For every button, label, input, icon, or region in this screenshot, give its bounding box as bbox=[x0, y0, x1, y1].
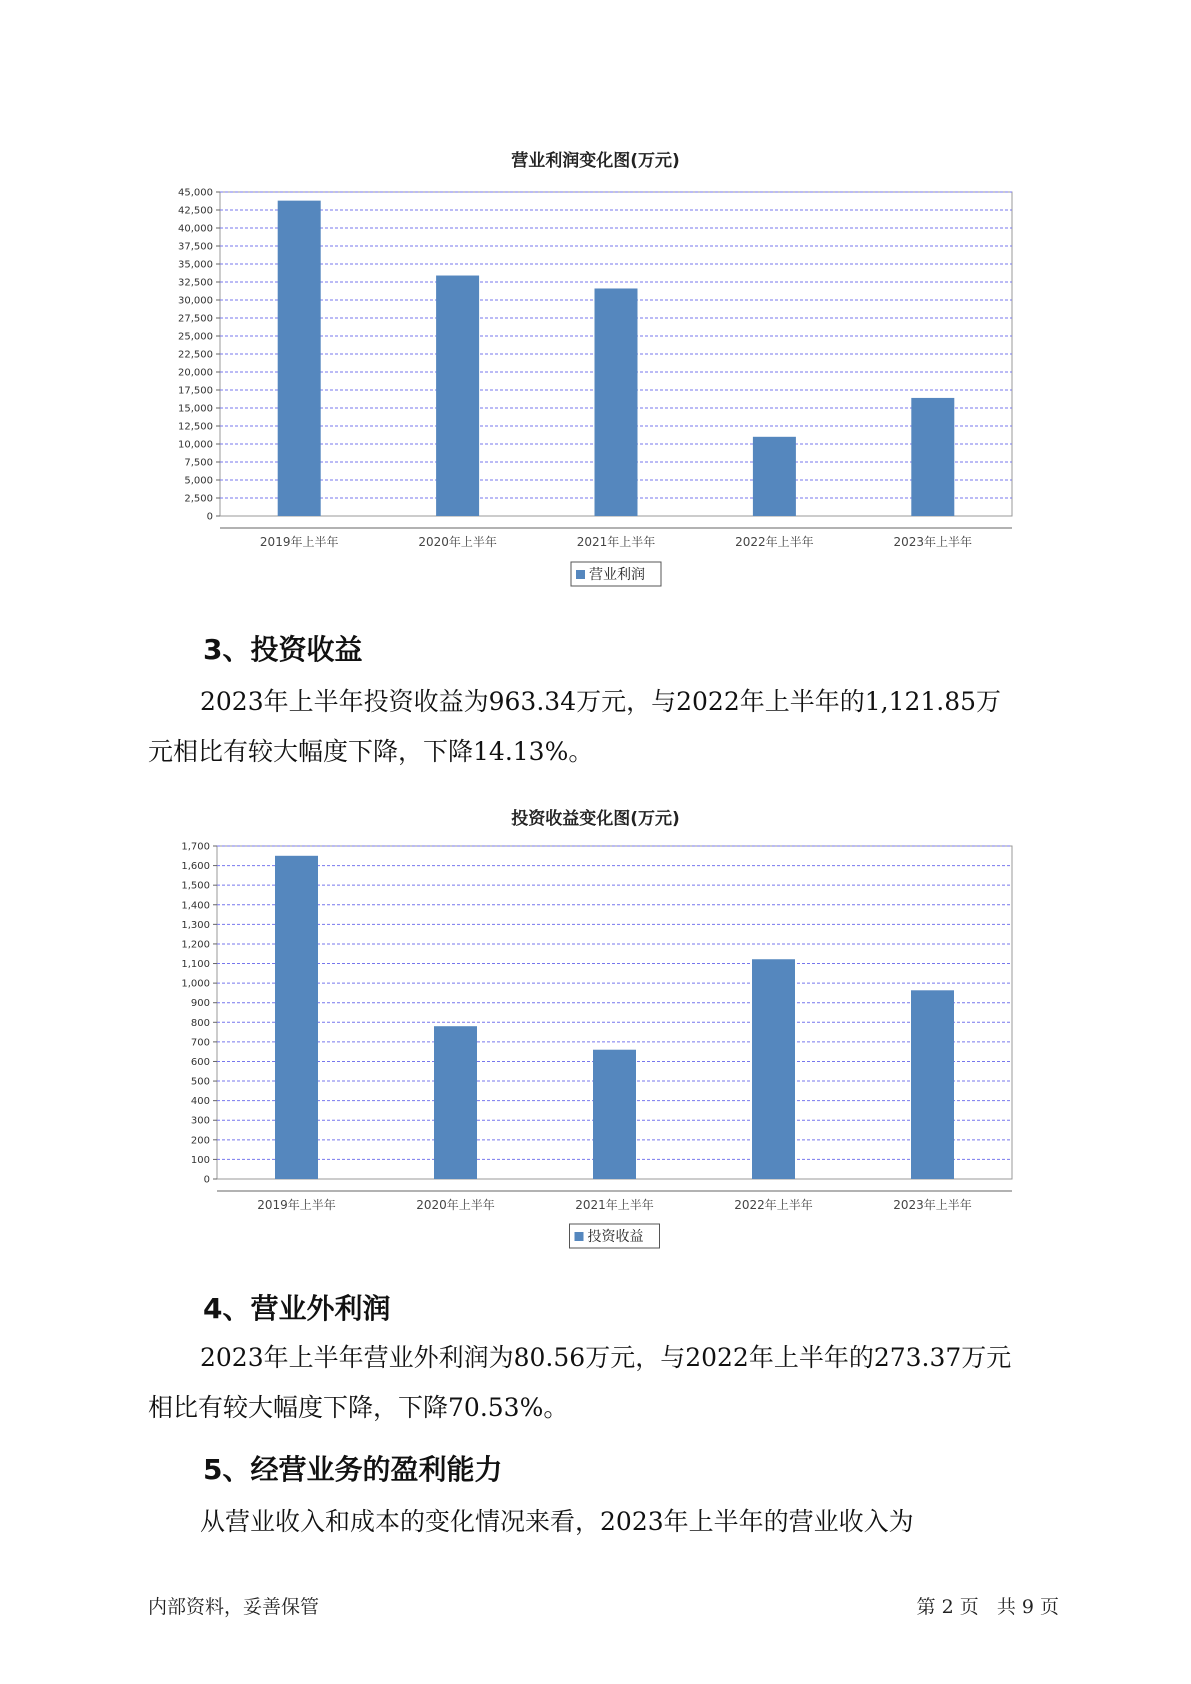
bar-5 bbox=[911, 398, 954, 516]
paragraph-line: 相比有较大幅度下降，下降70.53%。 bbox=[148, 1393, 569, 1422]
chart-title-investment-income: 投资收益变化图(万元) bbox=[511, 809, 680, 829]
y-tick-label: 1,000 bbox=[181, 978, 210, 990]
section-heading-profitability: 5、经营业务的盈利能力 bbox=[203, 1453, 503, 1486]
y-tick-label: 1,500 bbox=[181, 880, 210, 892]
y-tick-label: 32,500 bbox=[178, 277, 213, 289]
y-tick-label: 40,000 bbox=[178, 223, 213, 235]
y-tick-label: 0 bbox=[203, 1174, 210, 1186]
y-tick-label: 15,000 bbox=[178, 403, 213, 415]
y-tick-label: 25,000 bbox=[178, 331, 213, 343]
bar-2 bbox=[434, 1026, 477, 1179]
y-tick-label: 1,400 bbox=[181, 900, 210, 912]
y-tick-label: 800 bbox=[190, 1017, 210, 1029]
section-heading-non-operating-profit: 4、营业外利润 bbox=[203, 1292, 391, 1325]
legend-label: 营业利润 bbox=[589, 567, 645, 583]
y-tick-label: 45,000 bbox=[178, 187, 213, 199]
x-tick-label: 2023年上半年 bbox=[893, 535, 973, 549]
paragraph-line: 2023年上半年营业外利润为80.56万元，与2022年上半年的273.37万元 bbox=[200, 1343, 1012, 1372]
bar-1 bbox=[275, 856, 318, 1179]
y-tick-label: 200 bbox=[190, 1135, 210, 1147]
bar-3 bbox=[595, 288, 638, 516]
legend bbox=[570, 1224, 660, 1248]
y-tick-label: 1,200 bbox=[181, 939, 210, 951]
paragraph-profitability bbox=[148, 1497, 1048, 1547]
y-tick-label: 5,000 bbox=[184, 475, 213, 487]
y-tick-label: 10,000 bbox=[178, 439, 213, 451]
footer-page-number: 第 2 页 共 9 页 bbox=[916, 1596, 1059, 1618]
section-heading-investment-income: 3、投资收益 bbox=[203, 633, 363, 666]
y-tick-label: 1,700 bbox=[181, 841, 210, 853]
y-tick-label: 700 bbox=[190, 1037, 210, 1049]
y-tick-label: 2,500 bbox=[184, 493, 213, 505]
y-tick-label: 35,000 bbox=[178, 259, 213, 271]
y-tick-label: 400 bbox=[190, 1096, 210, 1108]
y-tick-label: 37,500 bbox=[178, 241, 213, 253]
legend-swatch bbox=[575, 1232, 584, 1241]
y-tick-label: 500 bbox=[190, 1076, 210, 1088]
x-tick-label: 2020年上半年 bbox=[416, 1198, 495, 1212]
y-tick-label: 30,000 bbox=[178, 295, 213, 307]
bar-3 bbox=[593, 1050, 636, 1179]
footer-confidential-note: 内部资料，妥善保管 bbox=[148, 1596, 320, 1618]
y-tick-label: 12,500 bbox=[178, 421, 213, 433]
y-tick-label: 600 bbox=[190, 1056, 210, 1068]
bar-4 bbox=[752, 959, 795, 1179]
operating-profit-bar-chart bbox=[0, 170, 1191, 600]
legend-label: 投资收益 bbox=[587, 1229, 644, 1245]
x-tick-label: 2019年上半年 bbox=[257, 1198, 336, 1212]
x-tick-label: 2019年上半年 bbox=[259, 535, 339, 549]
y-tick-label: 900 bbox=[190, 998, 210, 1010]
legend-swatch bbox=[576, 570, 585, 579]
paragraph-non-operating-profit bbox=[148, 1333, 1048, 1433]
y-tick-label: 7,500 bbox=[184, 457, 213, 469]
y-tick-label: 27,500 bbox=[178, 313, 213, 325]
bar-4 bbox=[753, 437, 796, 516]
legend bbox=[571, 562, 661, 586]
y-tick-label: 17,500 bbox=[178, 385, 213, 397]
x-tick-label: 2023年上半年 bbox=[893, 1198, 972, 1212]
paragraph-line: 2023年上半年投资收益为963.34万元，与2022年上半年的1,121.85万 bbox=[200, 687, 1002, 716]
x-tick-label: 2021年上半年 bbox=[576, 535, 656, 549]
x-tick-label: 2021年上半年 bbox=[575, 1198, 654, 1212]
x-tick-label: 2020年上半年 bbox=[418, 535, 497, 549]
y-tick-label: 1,100 bbox=[181, 959, 210, 971]
bar-2 bbox=[436, 276, 479, 516]
bar-5 bbox=[911, 990, 954, 1179]
x-tick-label: 2022年上半年 bbox=[734, 1198, 813, 1212]
paragraph-line: 从营业收入和成本的变化情况来看，2023年上半年的营业收入为 bbox=[200, 1507, 914, 1536]
y-tick-label: 1,600 bbox=[181, 861, 210, 873]
paragraph-line: 元相比有较大幅度下降，下降14.13%。 bbox=[148, 737, 594, 766]
x-tick-label: 2022年上半年 bbox=[735, 535, 814, 549]
y-tick-label: 100 bbox=[190, 1154, 210, 1166]
chart-title-operating-profit: 营业利润变化图(万元) bbox=[511, 151, 680, 171]
investment-income-bar-chart bbox=[0, 830, 1191, 1250]
y-tick-label: 22,500 bbox=[178, 349, 213, 361]
paragraph-investment-income bbox=[148, 677, 1048, 777]
y-tick-label: 20,000 bbox=[178, 367, 213, 379]
bar-1 bbox=[278, 201, 321, 516]
y-tick-label: 300 bbox=[190, 1115, 210, 1127]
y-tick-label: 42,500 bbox=[178, 205, 213, 217]
y-tick-label: 1,300 bbox=[181, 919, 210, 931]
y-tick-label: 0 bbox=[206, 511, 213, 523]
